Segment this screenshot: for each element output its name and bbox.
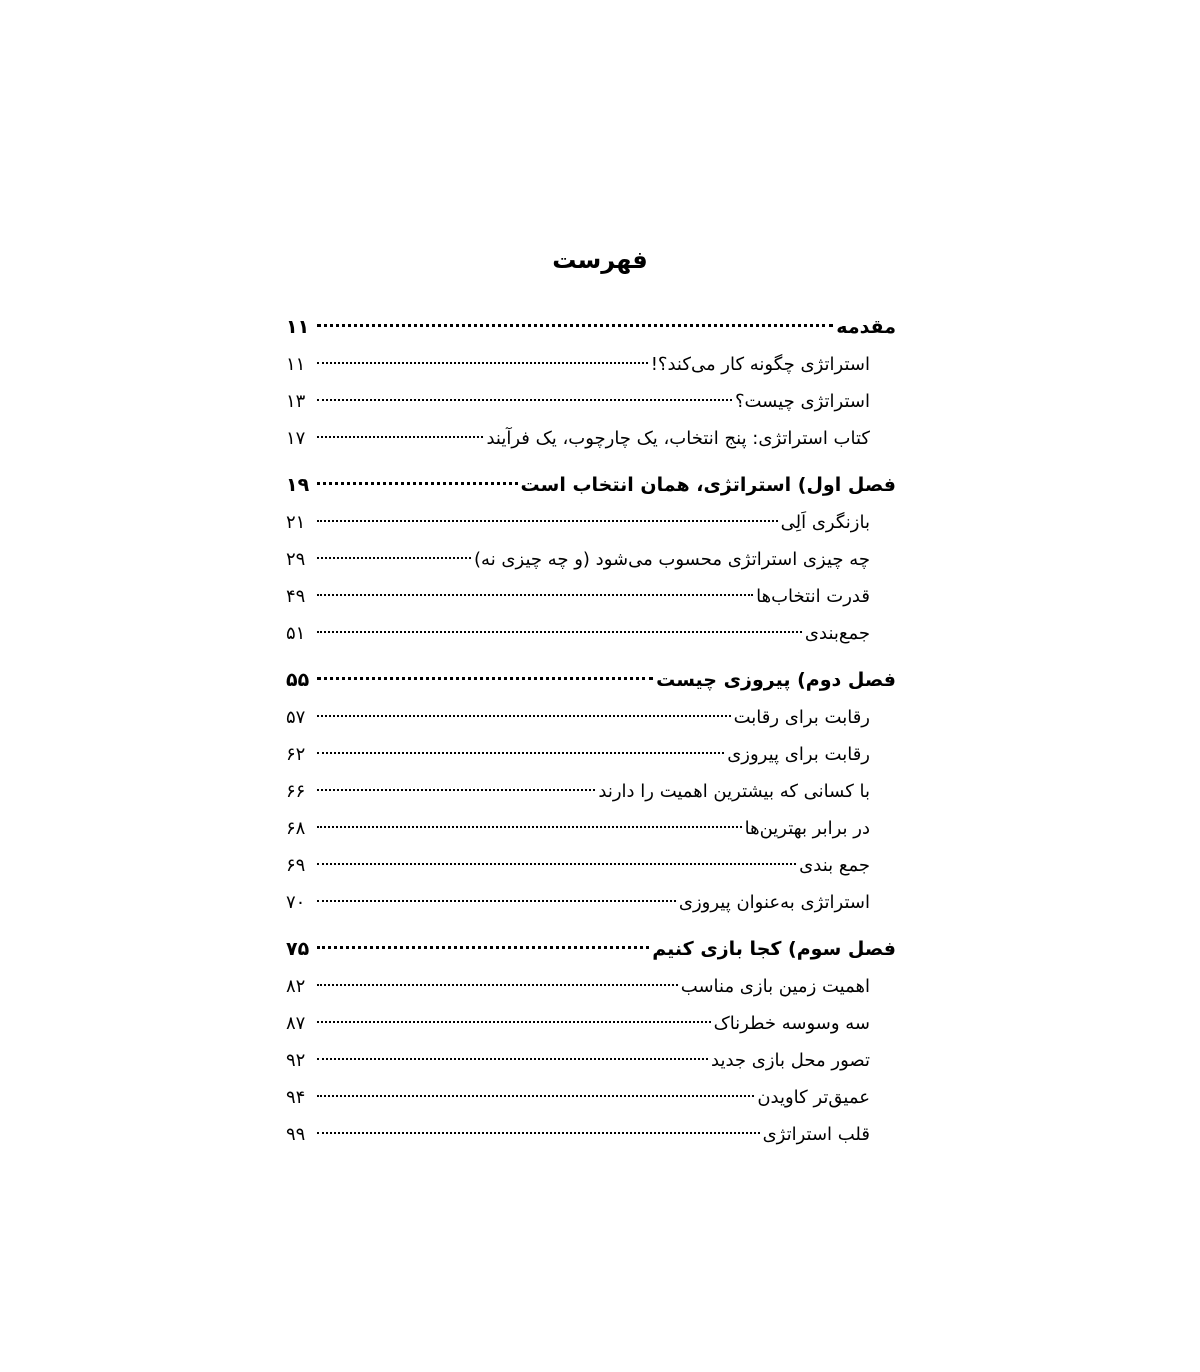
entry-title: استراتژی چگونه کار می‌کند؟!	[650, 354, 870, 375]
page-number: ۶۶	[286, 781, 306, 802]
entry-title: بازنگری اَلِی	[780, 512, 870, 533]
toc-entry[interactable]	[286, 847, 896, 884]
toc-entry[interactable]	[286, 615, 896, 652]
toc-section	[286, 931, 896, 1153]
toc-entry[interactable]	[286, 504, 896, 541]
dot-leader	[317, 1021, 711, 1023]
dot-leader	[317, 1095, 754, 1097]
toc-section	[286, 467, 896, 652]
toc-entry[interactable]	[286, 1005, 896, 1042]
toc-section	[286, 309, 896, 457]
page-number: ۵۵	[286, 669, 310, 691]
toc-chapter-entry[interactable]	[286, 467, 896, 504]
dot-leader	[317, 826, 742, 828]
toc-section	[286, 662, 896, 921]
table-of-contents	[286, 309, 896, 1163]
toc-chapter-entry[interactable]	[286, 931, 896, 968]
dot-leader	[317, 900, 676, 902]
page-number: ۹۹	[286, 1124, 306, 1145]
dot-leader	[317, 324, 833, 327]
toc-entry[interactable]	[286, 773, 896, 810]
dot-leader	[317, 752, 724, 754]
page-number: ۸۲	[286, 976, 306, 997]
toc-entry[interactable]	[286, 1042, 896, 1079]
entry-title: با کسانی که بیشترین اهمیت را دارند	[598, 781, 870, 802]
page-number: ۶۸	[286, 818, 306, 839]
page-number: ۴۹	[286, 586, 306, 607]
toc-entry[interactable]	[286, 736, 896, 773]
page-number: ۱۱	[286, 316, 310, 338]
dot-leader	[317, 789, 595, 791]
dot-leader	[317, 863, 796, 865]
page-number: ۲۱	[286, 512, 306, 533]
page-number: ۶۹	[286, 855, 306, 876]
chapter-title: مقدمه	[836, 316, 896, 338]
toc-chapter-entry[interactable]	[286, 662, 896, 699]
page-number: ۷۵	[286, 938, 310, 960]
entry-title: در برابر بهترین‌ها	[744, 818, 870, 839]
entry-title: استراتژی چیست؟	[734, 391, 870, 412]
dot-leader	[317, 715, 731, 717]
dot-leader	[317, 520, 778, 522]
entry-title: کتاب استراتژی: پنج انتخاب، یک چارچوب، یک فرآیند	[486, 428, 870, 449]
chapter-title: فصل دوم) پیروزی چیست	[656, 669, 896, 691]
toc-entry[interactable]	[286, 968, 896, 1005]
toc-entry[interactable]	[286, 420, 896, 457]
dot-leader	[317, 594, 753, 596]
entry-title: قلب استراتژی	[762, 1124, 870, 1145]
toc-entry[interactable]	[286, 541, 896, 578]
toc-entry[interactable]	[286, 346, 896, 383]
entry-title: تصور محل بازی جدید	[711, 1050, 870, 1071]
entry-title: قدرت انتخاب‌ها	[756, 586, 870, 607]
toc-entry[interactable]	[286, 810, 896, 847]
entry-title: چه چیزی استراتژی محسوب می‌شود (و چه چیزی نه)	[474, 549, 870, 570]
entry-title: رقابت برای پیروزی	[727, 744, 870, 765]
toc-title: فهرست	[552, 246, 648, 274]
dot-leader	[317, 399, 732, 401]
page-number: ۱۷	[286, 428, 306, 449]
dot-leader	[317, 557, 471, 559]
entry-title: عمیق‌تر کاویدن	[757, 1087, 870, 1108]
toc-entry[interactable]	[286, 884, 896, 921]
page-number: ۵۷	[286, 707, 306, 728]
toc-entry[interactable]	[286, 699, 896, 736]
entry-title: اهمیت زمین بازی مناسب	[680, 976, 870, 997]
chapter-title: فصل اول) استراتژی، همان انتخاب است	[520, 474, 896, 496]
chapter-title: فصل سوم) کجا بازی کنیم	[652, 938, 896, 960]
toc-entry[interactable]	[286, 1079, 896, 1116]
page-number: ۷۰	[286, 892, 306, 913]
dot-leader	[317, 362, 648, 364]
entry-title: جمع بندی	[799, 855, 870, 876]
page-number: ۶۲	[286, 744, 306, 765]
page-number: ۹۲	[286, 1050, 306, 1071]
dot-leader	[317, 677, 653, 680]
page-number: ۹۴	[286, 1087, 306, 1108]
dot-leader	[317, 631, 802, 633]
entry-title: استراتژی به‌عنوان پیروزی	[678, 892, 870, 913]
dot-leader	[317, 482, 518, 485]
dot-leader	[317, 984, 678, 986]
entry-title: رقابت برای رقابت	[733, 707, 870, 728]
dot-leader	[317, 1132, 760, 1134]
page-number: ۲۹	[286, 549, 306, 570]
page-number: ۱۹	[286, 474, 310, 496]
page-number: ۵۱	[286, 623, 306, 644]
page-number: ۸۷	[286, 1013, 306, 1034]
entry-title: جمع‌بندی	[804, 623, 870, 644]
entry-title: سه وسوسه خطرناک	[713, 1013, 870, 1034]
page-number: ۱۱	[286, 354, 306, 375]
toc-entry[interactable]	[286, 1116, 896, 1153]
dot-leader	[317, 946, 649, 949]
toc-chapter-entry[interactable]	[286, 309, 896, 346]
dot-leader	[317, 436, 483, 438]
toc-entry[interactable]	[286, 578, 896, 615]
dot-leader	[317, 1058, 708, 1060]
page-number: ۱۳	[286, 391, 306, 412]
toc-entry[interactable]	[286, 383, 896, 420]
